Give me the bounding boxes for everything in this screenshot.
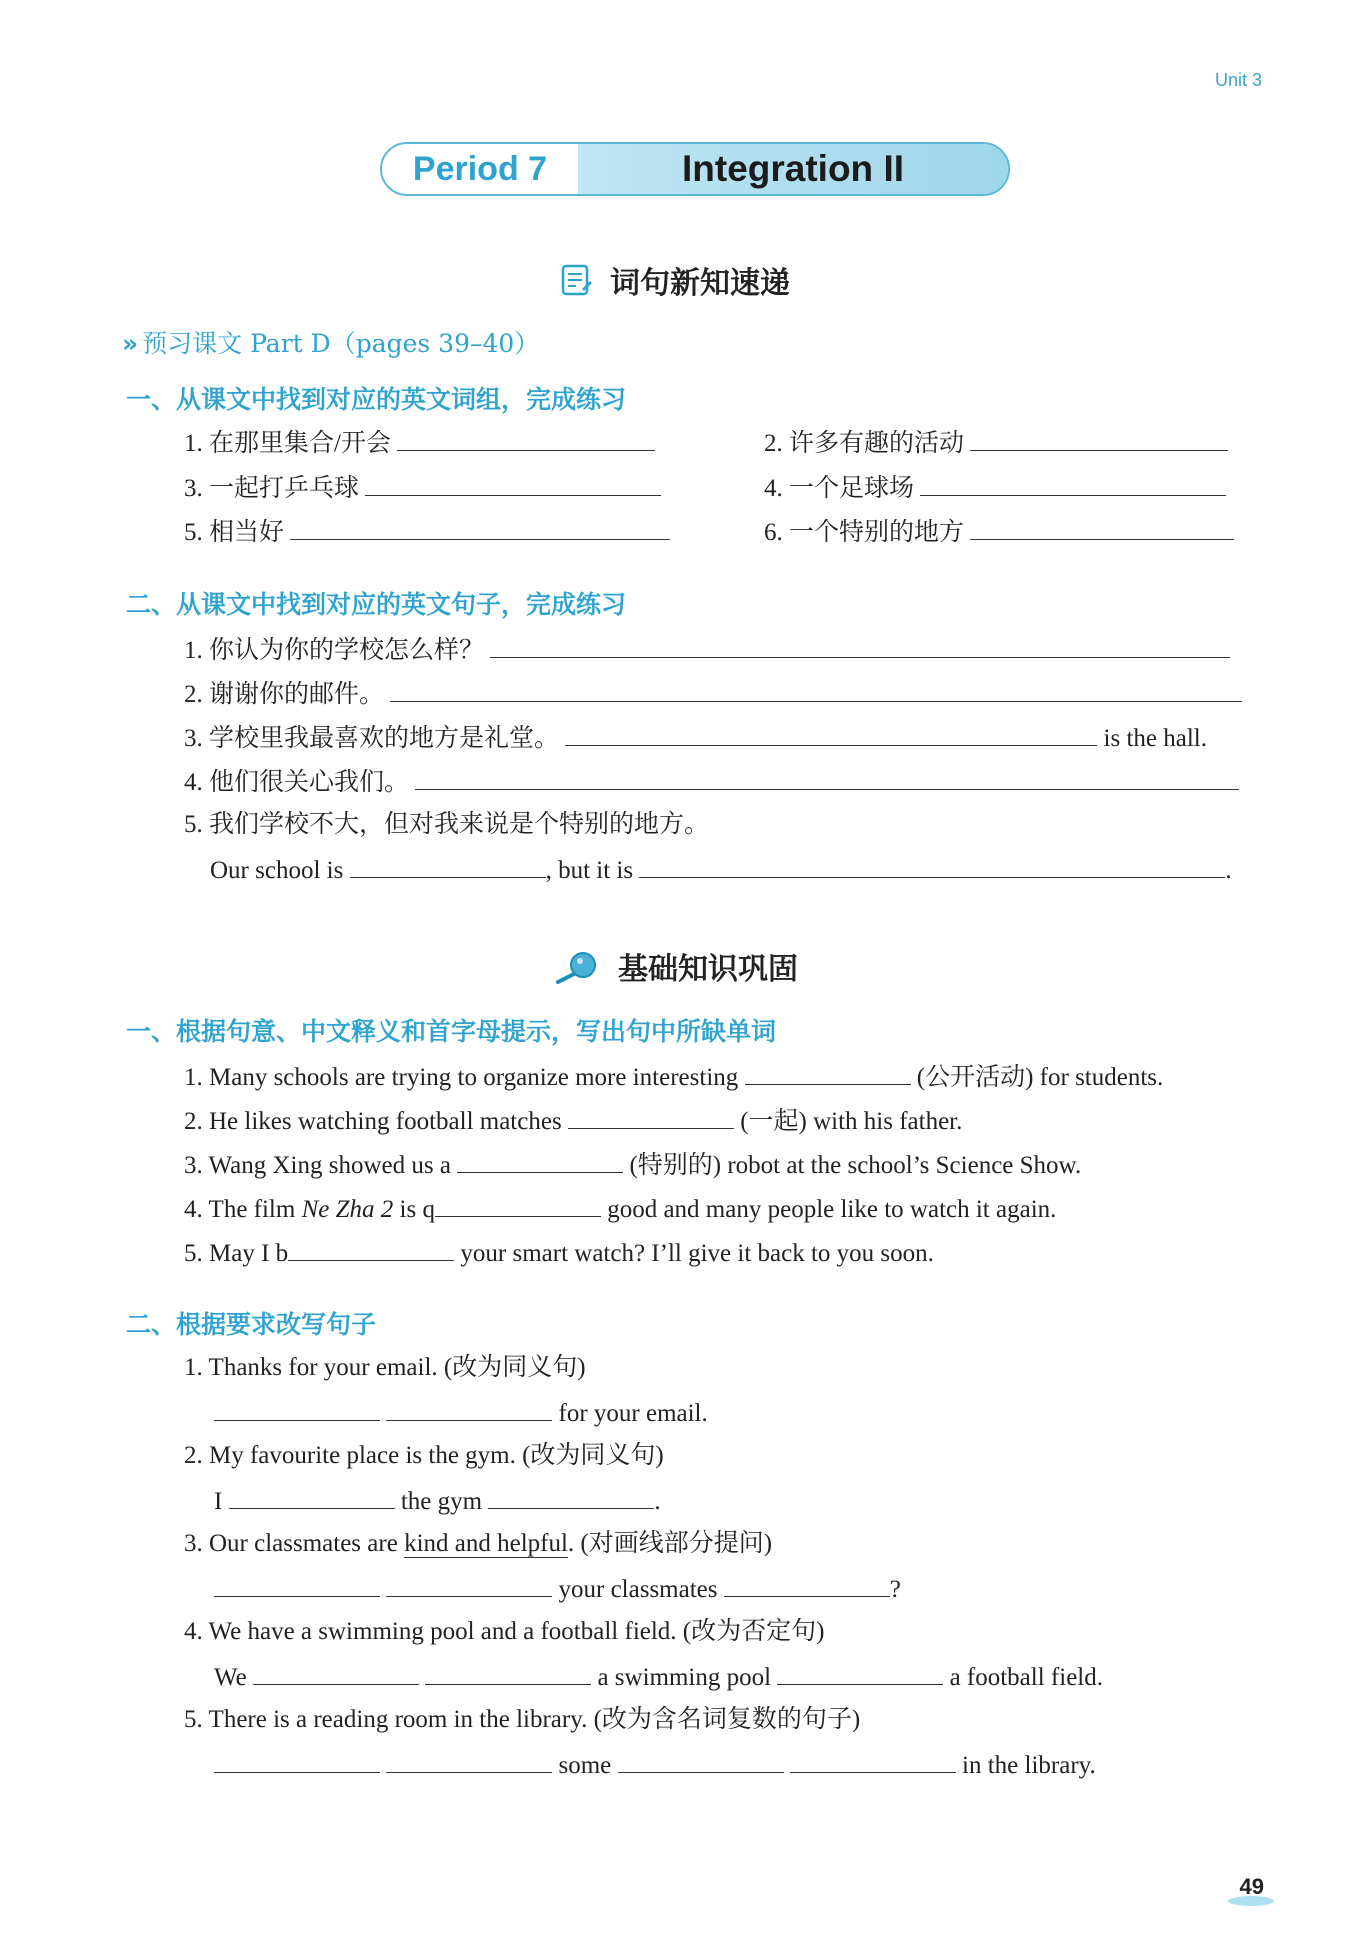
answer-blank[interactable] xyxy=(425,1660,591,1685)
period-banner xyxy=(380,142,1010,196)
s2p1-q2: 2. He likes watching football matches (一起) with his father. xyxy=(184,1104,962,1138)
s1p2-q2: 2. 谢谢你的邮件。 xyxy=(184,677,1242,711)
s2-part1-title: 一、根据句意、中文释义和首字母提示，写出句中所缺单词 xyxy=(126,1017,777,1046)
answer-blank[interactable] xyxy=(490,633,1230,658)
s1p1-item-3: 3. 一起打乒乓球 xyxy=(184,471,661,505)
answer-blank[interactable] xyxy=(386,1396,552,1421)
s2p1-q3: 3. Wang Xing showed us a (特别的) robot at the school’s Science Show. xyxy=(184,1148,1081,1182)
underlined-phrase: kind and helpful xyxy=(404,1530,568,1557)
s2p2-q4-answer: We a swimming pool a football field. xyxy=(214,1660,1103,1694)
s2p1-q1: 1. Many schools are trying to organize more interesting (公开活动) for students. xyxy=(184,1060,1163,1094)
section1-heading xyxy=(0,258,1350,307)
answer-blank[interactable] xyxy=(397,426,655,451)
s1p2-q3: 3. 学校里我最喜欢的地方是礼堂。 is the hall. xyxy=(184,721,1207,755)
section1-title: 词句新知速递 xyxy=(610,266,790,301)
s2p2-q5: 5. There is a reading room in the library. (改为含名词复数的句子) xyxy=(184,1706,861,1733)
s2-part2-title: 二、根据要求改写句子 xyxy=(126,1310,377,1339)
preview-note xyxy=(122,324,539,360)
answer-blank[interactable] xyxy=(639,853,1225,878)
s1-part1-title: 一、从课文中找到对应的英文词组，完成练习 xyxy=(126,385,627,414)
answer-blank[interactable] xyxy=(777,1660,943,1685)
answer-blank[interactable] xyxy=(214,1396,380,1421)
answer-blank[interactable] xyxy=(565,721,1097,746)
s1p2-q5: 5. 我们学校不大，但对我来说是个特别的地方。 xyxy=(184,811,710,838)
answer-blank[interactable] xyxy=(390,677,1242,702)
period-title: Integration II xyxy=(578,144,1008,194)
s2p2-q2: 2. My favourite place is the gym. (改为同义句) xyxy=(184,1442,664,1469)
answer-blank[interactable] xyxy=(386,1572,552,1597)
s1p2-q4: 4. 他们很关心我们。 xyxy=(184,765,1239,799)
answer-blank[interactable] xyxy=(618,1748,784,1773)
s1p1-item-2: 2. 许多有趣的活动 xyxy=(764,426,1228,460)
answer-blank[interactable] xyxy=(745,1060,911,1085)
magnifier-icon xyxy=(552,949,602,993)
answer-blank[interactable] xyxy=(229,1484,395,1509)
s1p1-item-6: 6. 一个特别的地方 xyxy=(764,515,1234,549)
answer-blank[interactable] xyxy=(214,1572,380,1597)
section2-heading xyxy=(0,944,1350,993)
answer-blank[interactable] xyxy=(457,1148,623,1173)
answer-blank[interactable] xyxy=(415,765,1239,790)
s2p2-q1: 1. Thanks for your email. (改为同义句) xyxy=(184,1354,586,1381)
s1p2-q1: 1. 你认为你的学校怎么样？ xyxy=(184,633,1230,667)
s1p1-item-5: 5. 相当好 xyxy=(184,515,670,549)
answer-blank[interactable] xyxy=(214,1748,380,1773)
unit-label: Unit 3 xyxy=(1214,70,1262,90)
answer-blank[interactable] xyxy=(970,515,1234,540)
s1-part2-title: 二、从课文中找到对应的英文句子，完成练习 xyxy=(126,590,627,619)
answer-blank[interactable] xyxy=(350,853,546,878)
s2p2-q3: 3. Our classmates are kind and helpful. (对画线部分提问) xyxy=(184,1530,773,1557)
s2p2-q1-answer: for your email. xyxy=(214,1396,708,1430)
double-chevron-icon: » xyxy=(122,329,139,358)
answer-blank[interactable] xyxy=(568,1104,734,1129)
notebook-icon xyxy=(560,263,594,307)
answer-blank[interactable] xyxy=(365,471,661,496)
answer-blank[interactable] xyxy=(386,1748,552,1773)
s2p2-q2-answer: I the gym . xyxy=(214,1484,661,1518)
answer-blank[interactable] xyxy=(253,1660,419,1685)
answer-blank[interactable] xyxy=(435,1192,601,1217)
s1p1-item-4: 4. 一个足球场 xyxy=(764,471,1226,505)
answer-blank[interactable] xyxy=(920,471,1226,496)
period-label: Period 7 xyxy=(412,149,548,188)
answer-blank[interactable] xyxy=(290,515,670,540)
answer-blank[interactable] xyxy=(790,1748,956,1773)
section2-title: 基础知识巩固 xyxy=(618,952,798,987)
answer-blank[interactable] xyxy=(488,1484,654,1509)
preview-text: 预习课文 Part D（pages 39–40） xyxy=(142,329,540,358)
s1p1-item-1: 1. 在那里集合/开会 xyxy=(184,426,655,460)
answer-blank[interactable] xyxy=(288,1236,454,1261)
page-number: 49 xyxy=(1239,1874,1264,1899)
s2p1-q5: 5. May I b your smart watch? I’ll give it back to you soon. xyxy=(184,1236,934,1270)
answer-blank[interactable] xyxy=(970,426,1228,451)
s2p2-q5-answer: some in the library. xyxy=(214,1748,1096,1782)
s2p1-q4: 4. The film Ne Zha 2 is q good and many people like to watch it again. xyxy=(184,1192,1056,1226)
s2p2-q4: 4. We have a swimming pool and a football field. (改为否定句) xyxy=(184,1618,825,1645)
answer-blank[interactable] xyxy=(724,1572,890,1597)
s2p2-q3-answer: your classmates ? xyxy=(214,1572,901,1606)
s1p2-q5-answer: Our school is , but it is . xyxy=(210,853,1232,887)
